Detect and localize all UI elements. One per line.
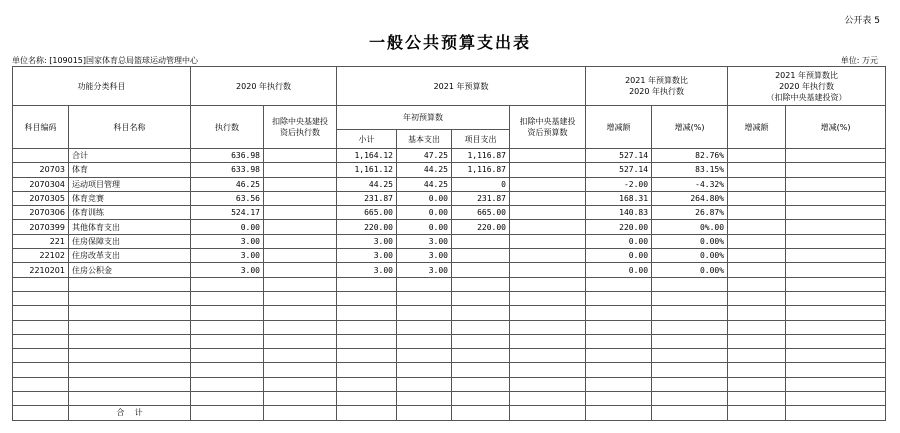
cell-increase: 0.00 xyxy=(586,234,652,248)
cell-budget-excl xyxy=(510,263,586,277)
cell-code xyxy=(13,277,69,291)
cell-subtotal xyxy=(337,392,397,406)
currency-unit: 单位: 万元 xyxy=(840,56,878,65)
footer-cell xyxy=(452,406,510,420)
table-row xyxy=(13,277,886,291)
cell-code xyxy=(13,306,69,320)
cell-increase-pct: 83.15% xyxy=(652,163,728,177)
cell-increase-pct-2 xyxy=(786,334,886,348)
footer-cell xyxy=(397,406,452,420)
cell-increase xyxy=(586,377,652,391)
table-row xyxy=(13,149,886,163)
cell-exec-excl xyxy=(264,220,337,234)
cell-project xyxy=(452,291,510,305)
cell-project xyxy=(452,392,510,406)
cell-exec-excl xyxy=(264,291,337,305)
table-row xyxy=(13,163,886,177)
cell-increase-pct-2 xyxy=(786,306,886,320)
cell-exec-excl xyxy=(264,149,337,163)
cell-increase-pct-2 xyxy=(786,206,886,220)
cell-increase-pct xyxy=(652,377,728,391)
cell-increase-pct xyxy=(652,277,728,291)
cell-increase-pct: 264.80% xyxy=(652,191,728,205)
cell-subtotal xyxy=(337,277,397,291)
cell-increase xyxy=(586,277,652,291)
cell-project xyxy=(452,249,510,263)
cell-exec: 633.98 xyxy=(191,163,264,177)
cell-basic xyxy=(397,392,452,406)
cell-code: 2070304 xyxy=(13,177,69,191)
cell-subtotal xyxy=(337,320,397,334)
cell-subtotal: 3.00 xyxy=(337,234,397,248)
header-row-2 xyxy=(13,106,886,130)
cell-increase-pct-2 xyxy=(786,320,886,334)
cell-increase: 140.83 xyxy=(586,206,652,220)
cell-code xyxy=(13,149,69,163)
cell-name xyxy=(69,334,191,348)
header-increase-pct-2: 增减(%) xyxy=(786,106,886,149)
footer-cell xyxy=(652,406,728,420)
cell-increase-2 xyxy=(728,220,786,234)
cell-exec: 63.56 xyxy=(191,191,264,205)
cell-increase-pct: 0.00% xyxy=(652,249,728,263)
cell-budget-excl xyxy=(510,177,586,191)
cell-basic: 3.00 xyxy=(397,234,452,248)
cell-increase-pct xyxy=(652,306,728,320)
cell-budget-excl xyxy=(510,191,586,205)
cell-code: 2070306 xyxy=(13,206,69,220)
cell-exec-excl xyxy=(264,234,337,248)
cell-basic xyxy=(397,334,452,348)
footer-cell xyxy=(728,406,786,420)
cell-name: 住房公积金 xyxy=(69,263,191,277)
footer-total-row xyxy=(13,406,886,420)
cell-basic xyxy=(397,320,452,334)
cell-increase-pct-2 xyxy=(786,163,886,177)
cell-project: 1,116.87 xyxy=(452,149,510,163)
cell-subtotal: 44.25 xyxy=(337,177,397,191)
cell-increase: -2.00 xyxy=(586,177,652,191)
cell-exec-excl xyxy=(264,349,337,363)
cell-increase-pct-2 xyxy=(786,277,886,291)
cell-increase xyxy=(586,363,652,377)
cell-subtotal: 220.00 xyxy=(337,220,397,234)
cell-code: 22102 xyxy=(13,249,69,263)
cell-increase-pct-2 xyxy=(786,377,886,391)
header-basic-expense: 基本支出 xyxy=(397,130,452,149)
cell-project xyxy=(452,334,510,348)
cell-increase-2 xyxy=(728,177,786,191)
table-row xyxy=(13,377,886,391)
header-increase-amount-2: 增减额 xyxy=(728,106,786,149)
cell-code: 20703 xyxy=(13,163,69,177)
cell-increase-pct-2 xyxy=(786,392,886,406)
header-initial-budget: 年初预算数 xyxy=(337,106,510,130)
cell-increase xyxy=(586,349,652,363)
cell-project: 0 xyxy=(452,177,510,191)
cell-subtotal xyxy=(337,306,397,320)
cell-code xyxy=(13,349,69,363)
cell-exec xyxy=(191,291,264,305)
cell-name xyxy=(69,306,191,320)
header-exec-2020: 2020 年执行数 xyxy=(191,67,337,106)
cell-budget-excl xyxy=(510,377,586,391)
cell-exec: 3.00 xyxy=(191,263,264,277)
cell-basic: 0.00 xyxy=(397,220,452,234)
cell-name: 其他体育支出 xyxy=(69,220,191,234)
cell-increase-pct: 0.00% xyxy=(652,234,728,248)
table-number-label: 公开表 5 xyxy=(844,16,880,26)
cell-exec: 46.25 xyxy=(191,177,264,191)
cell-increase-pct xyxy=(652,392,728,406)
cell-basic xyxy=(397,377,452,391)
cell-increase-pct-2 xyxy=(786,149,886,163)
cell-code xyxy=(13,291,69,305)
cell-increase-pct-2 xyxy=(786,349,886,363)
cell-exec xyxy=(191,377,264,391)
cell-increase-2 xyxy=(728,306,786,320)
cell-subtotal: 3.00 xyxy=(337,249,397,263)
cell-code: 2210201 xyxy=(13,263,69,277)
cell-subtotal xyxy=(337,291,397,305)
cell-exec: 524.17 xyxy=(191,206,264,220)
cell-name: 住房保障支出 xyxy=(69,234,191,248)
cell-basic: 0.00 xyxy=(397,191,452,205)
cell-code xyxy=(13,363,69,377)
cell-name xyxy=(69,277,191,291)
cell-increase xyxy=(586,334,652,348)
cell-increase-2 xyxy=(728,363,786,377)
cell-code: 2070399 xyxy=(13,220,69,234)
cell-exec-excl xyxy=(264,249,337,263)
cell-budget-excl xyxy=(510,149,586,163)
cell-subtotal xyxy=(337,334,397,348)
cell-name: 运动项目管理 xyxy=(69,177,191,191)
cell-increase-pct-2 xyxy=(786,220,886,234)
cell-subtotal: 1,164.12 xyxy=(337,149,397,163)
cell-exec xyxy=(191,334,264,348)
header-subtotal: 小计 xyxy=(337,130,397,149)
cell-project: 1,116.87 xyxy=(452,163,510,177)
cell-increase-2 xyxy=(728,191,786,205)
cell-subtotal: 665.00 xyxy=(337,206,397,220)
cell-increase: 527.14 xyxy=(586,149,652,163)
table-row xyxy=(13,349,886,363)
cell-project: 220.00 xyxy=(452,220,510,234)
cell-budget-excl xyxy=(510,363,586,377)
table-row xyxy=(13,206,886,220)
table-row xyxy=(13,249,886,263)
cell-increase-2 xyxy=(728,349,786,363)
cell-basic xyxy=(397,363,452,377)
cell-name xyxy=(69,320,191,334)
cell-exec-excl xyxy=(264,191,337,205)
table-row xyxy=(13,363,886,377)
cell-subtotal: 3.00 xyxy=(337,263,397,277)
cell-increase-2 xyxy=(728,206,786,220)
cell-exec-excl xyxy=(264,363,337,377)
cell-project xyxy=(452,363,510,377)
cell-increase-2 xyxy=(728,234,786,248)
cell-project xyxy=(452,277,510,291)
cell-exec xyxy=(191,306,264,320)
cell-exec xyxy=(191,392,264,406)
budget-expenditure-table xyxy=(12,66,886,421)
cell-basic: 3.00 xyxy=(397,249,452,263)
cell-name: 合计 xyxy=(69,149,191,163)
cell-basic: 3.00 xyxy=(397,263,452,277)
cell-budget-excl xyxy=(510,277,586,291)
cell-exec-excl xyxy=(264,163,337,177)
footer-cell xyxy=(191,406,264,420)
cell-exec-excl xyxy=(264,320,337,334)
table-row xyxy=(13,291,886,305)
cell-increase-pct xyxy=(652,349,728,363)
cell-exec: 0.00 xyxy=(191,220,264,234)
cell-increase-pct xyxy=(652,291,728,305)
header-increase-amount: 增减额 xyxy=(586,106,652,149)
header-row-1 xyxy=(13,67,886,106)
cell-basic xyxy=(397,349,452,363)
table-row xyxy=(13,320,886,334)
cell-exec-excl xyxy=(264,334,337,348)
cell-project: 231.87 xyxy=(452,191,510,205)
table-row xyxy=(13,220,886,234)
cell-name: 住房改革支出 xyxy=(69,249,191,263)
cell-increase-2 xyxy=(728,392,786,406)
cell-code xyxy=(13,392,69,406)
cell-increase-2 xyxy=(728,163,786,177)
footer-cell xyxy=(786,406,886,420)
cell-increase: 0.00 xyxy=(586,249,652,263)
footer-code-cell xyxy=(13,406,69,420)
cell-increase-2 xyxy=(728,249,786,263)
cell-exec: 3.00 xyxy=(191,249,264,263)
cell-increase-pct-2 xyxy=(786,263,886,277)
table-row xyxy=(13,392,886,406)
cell-name xyxy=(69,377,191,391)
cell-increase: 0.00 xyxy=(586,263,652,277)
footer-cell xyxy=(337,406,397,420)
cell-project xyxy=(452,377,510,391)
cell-increase-2 xyxy=(728,149,786,163)
cell-basic: 44.25 xyxy=(397,177,452,191)
header-exec-excl: 扣除中央基建投 资后执行数 xyxy=(264,106,337,149)
cell-exec: 636.98 xyxy=(191,149,264,163)
cell-code: 2070305 xyxy=(13,191,69,205)
cell-increase-2 xyxy=(728,263,786,277)
header-budget-2021: 2021 年预算数 xyxy=(337,67,586,106)
cell-increase: 220.00 xyxy=(586,220,652,234)
footer-total-label: 合 计 xyxy=(69,406,191,420)
table-row xyxy=(13,191,886,205)
cell-project xyxy=(452,306,510,320)
footer-cell xyxy=(510,406,586,420)
cell-increase-2 xyxy=(728,320,786,334)
unit-name: 单位名称: [109015]国家体育总局篮球运动管理中心 xyxy=(12,56,199,65)
header-exec-amount: 执行数 xyxy=(191,106,264,149)
cell-increase-pct xyxy=(652,334,728,348)
cell-project xyxy=(452,234,510,248)
cell-budget-excl xyxy=(510,249,586,263)
cell-increase-2 xyxy=(728,277,786,291)
cell-name: 体育训练 xyxy=(69,206,191,220)
cell-increase: 168.31 xyxy=(586,191,652,205)
cell-increase-pct xyxy=(652,363,728,377)
table-row xyxy=(13,306,886,320)
cell-budget-excl xyxy=(510,220,586,234)
cell-budget-excl xyxy=(510,306,586,320)
cell-project: 665.00 xyxy=(452,206,510,220)
cell-increase-pct: 26.87% xyxy=(652,206,728,220)
cell-exec-excl xyxy=(264,206,337,220)
cell-name: 体育竞赛 xyxy=(69,191,191,205)
footer-cell xyxy=(264,406,337,420)
cell-increase-2 xyxy=(728,377,786,391)
header-increase-pct: 增减(%) xyxy=(652,106,728,149)
header-budget-excl: 扣除中央基建投 资后预算数 xyxy=(510,106,586,149)
header-ratio: 2021 年预算数比 2020 年执行数 xyxy=(586,67,728,106)
cell-increase xyxy=(586,306,652,320)
cell-code xyxy=(13,377,69,391)
cell-increase-pct-2 xyxy=(786,177,886,191)
cell-budget-excl xyxy=(510,163,586,177)
cell-budget-excl xyxy=(510,206,586,220)
footer-cell xyxy=(586,406,652,420)
cell-budget-excl xyxy=(510,291,586,305)
header-subject-code: 科目编码 xyxy=(13,106,69,149)
cell-exec-excl xyxy=(264,377,337,391)
cell-name xyxy=(69,363,191,377)
cell-exec xyxy=(191,320,264,334)
cell-subtotal: 231.87 xyxy=(337,191,397,205)
cell-exec-excl xyxy=(264,277,337,291)
cell-increase-pct-2 xyxy=(786,291,886,305)
cell-budget-excl xyxy=(510,349,586,363)
cell-subtotal xyxy=(337,349,397,363)
table-row xyxy=(13,177,886,191)
cell-exec-excl xyxy=(264,306,337,320)
cell-exec-excl xyxy=(264,177,337,191)
cell-increase-pct-2 xyxy=(786,363,886,377)
cell-increase-pct-2 xyxy=(786,234,886,248)
cell-increase: 527.14 xyxy=(586,163,652,177)
cell-budget-excl xyxy=(510,234,586,248)
cell-increase-pct: -4.32% xyxy=(652,177,728,191)
cell-budget-excl xyxy=(510,334,586,348)
cell-basic: 44.25 xyxy=(397,163,452,177)
page-title: 一般公共预算支出表 xyxy=(368,33,531,52)
cell-increase xyxy=(586,392,652,406)
cell-project xyxy=(452,263,510,277)
cell-code xyxy=(13,320,69,334)
cell-budget-excl xyxy=(510,320,586,334)
cell-exec: 3.00 xyxy=(191,234,264,248)
cell-subtotal xyxy=(337,377,397,391)
cell-subtotal xyxy=(337,363,397,377)
header-subject-name: 科目名称 xyxy=(69,106,191,149)
cell-basic xyxy=(397,306,452,320)
cell-exec-excl xyxy=(264,392,337,406)
cell-name: 体育 xyxy=(69,163,191,177)
cell-exec-excl xyxy=(264,263,337,277)
cell-basic: 0.00 xyxy=(397,206,452,220)
cell-increase-2 xyxy=(728,334,786,348)
cell-project xyxy=(452,349,510,363)
cell-increase-pct-2 xyxy=(786,249,886,263)
cell-increase-pct-2 xyxy=(786,191,886,205)
cell-name xyxy=(69,349,191,363)
cell-basic xyxy=(397,277,452,291)
table-row xyxy=(13,234,886,248)
header-ratio-excl: 2021 年预算数比 2020 年执行数 （扣除中央基建投资） xyxy=(728,67,886,106)
cell-increase-pct: 82.76% xyxy=(652,149,728,163)
cell-name xyxy=(69,291,191,305)
cell-increase-2 xyxy=(728,291,786,305)
cell-name xyxy=(69,392,191,406)
cell-exec xyxy=(191,363,264,377)
cell-exec xyxy=(191,349,264,363)
cell-basic: 47.25 xyxy=(397,149,452,163)
cell-increase-pct: 0%.00 xyxy=(652,220,728,234)
cell-increase-pct xyxy=(652,320,728,334)
table-row xyxy=(13,334,886,348)
header-func-category: 功能分类科目 xyxy=(13,67,191,106)
cell-basic xyxy=(397,291,452,305)
cell-code: 221 xyxy=(13,234,69,248)
cell-budget-excl xyxy=(510,392,586,406)
cell-exec xyxy=(191,277,264,291)
cell-increase xyxy=(586,320,652,334)
cell-increase xyxy=(586,291,652,305)
cell-increase-pct: 0.00% xyxy=(652,263,728,277)
cell-subtotal: 1,161.12 xyxy=(337,163,397,177)
table-row xyxy=(13,263,886,277)
cell-code xyxy=(13,334,69,348)
header-project-expense: 项目支出 xyxy=(452,130,510,149)
cell-project xyxy=(452,320,510,334)
